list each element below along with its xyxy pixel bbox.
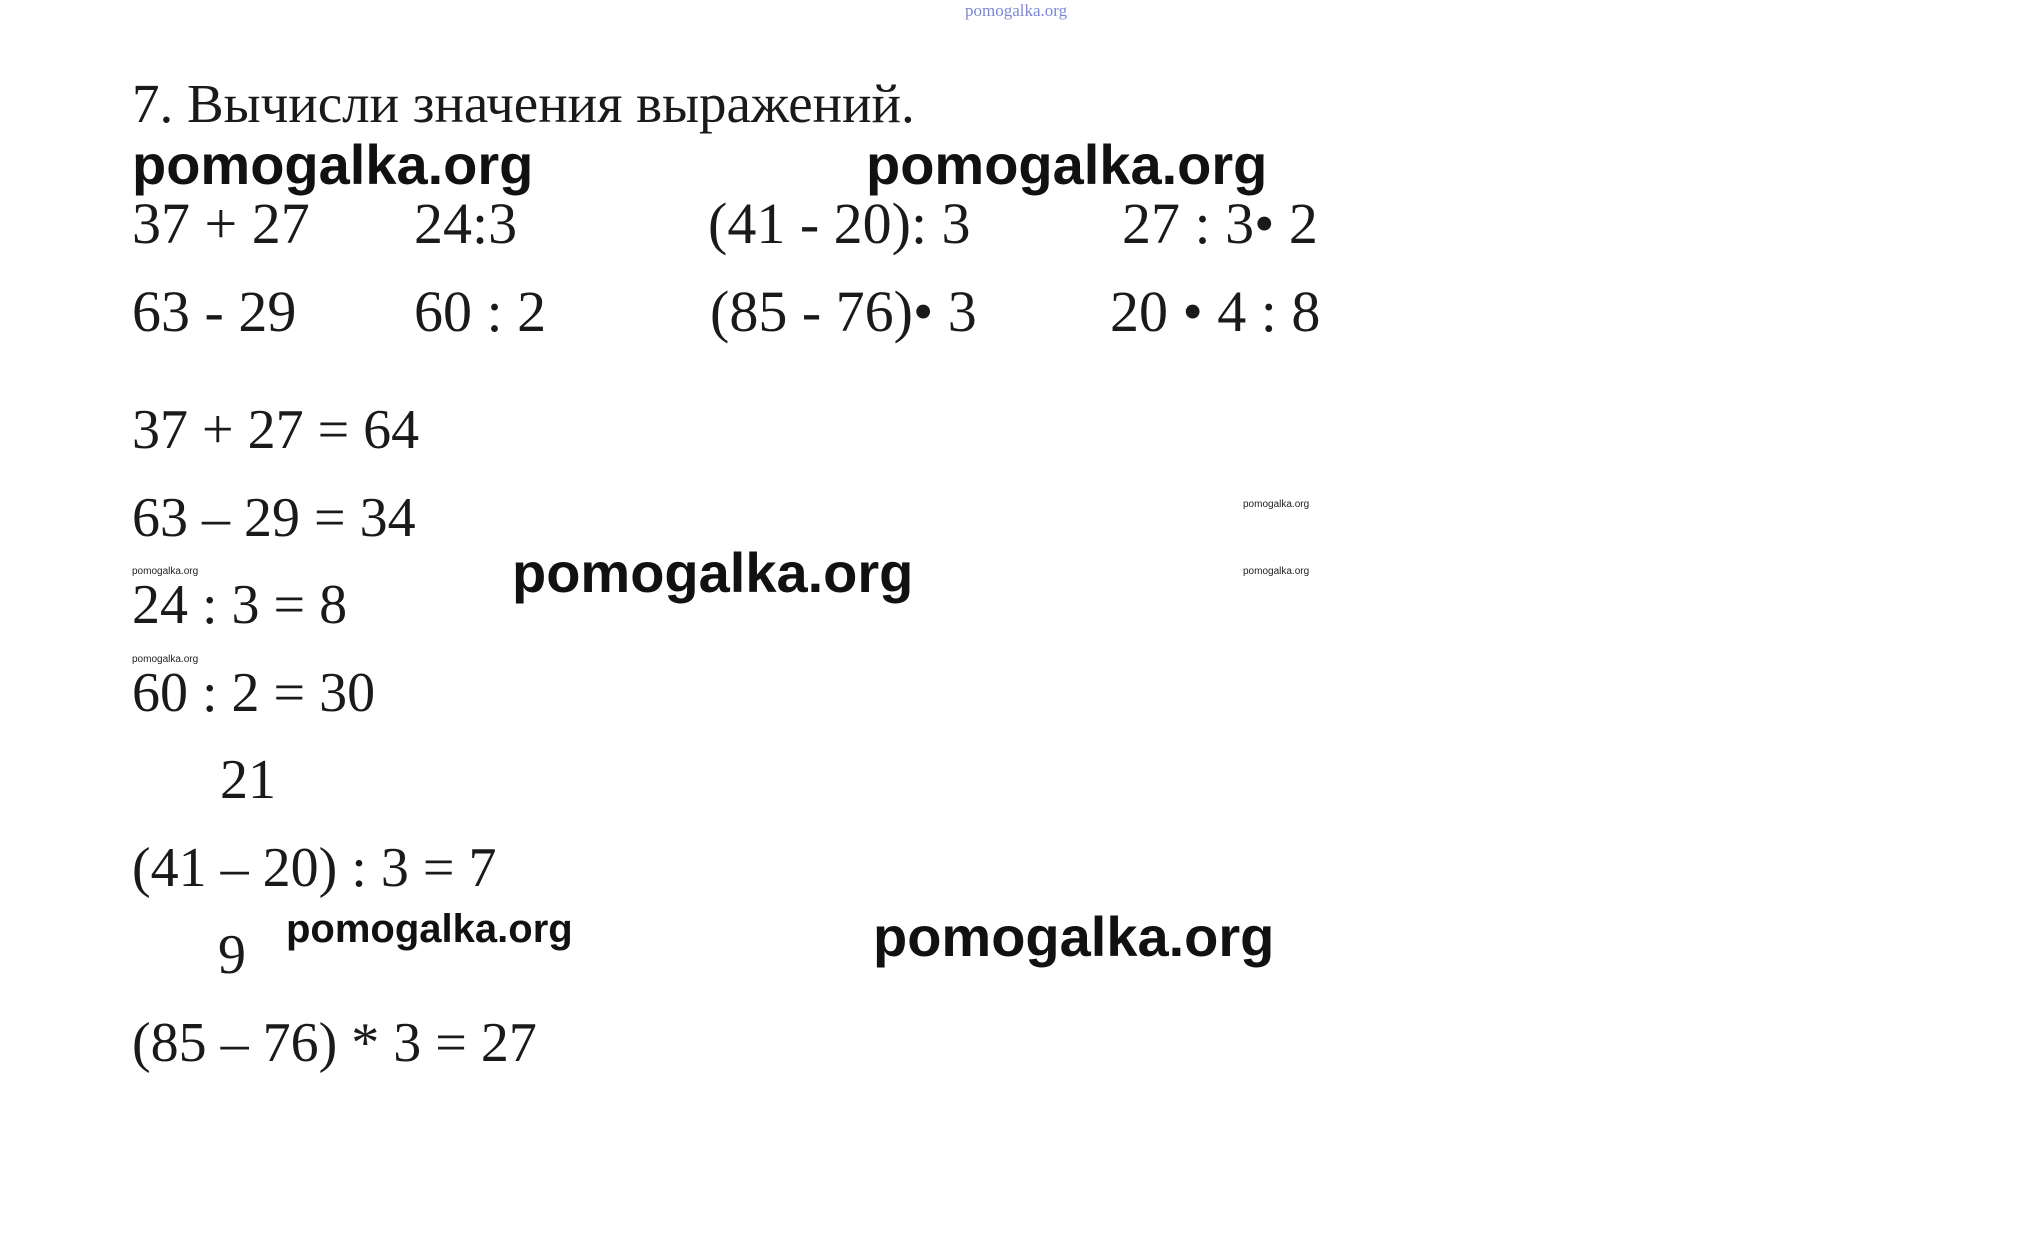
expression-6: 60 : 2 [414,279,547,344]
expression-5: 63 - 29 [132,279,297,344]
answer-3: 24 : 3 = 8 [132,574,348,636]
watermark-small-4: pomogalka.org [132,654,199,665]
answer-6: (41 – 20) : 3 = 7 [132,837,497,899]
watermark-large-1: pomogalka.org [132,133,534,196]
watermark-large-3: pomogalka.org [512,541,914,604]
answer-4: 60 : 2 = 30 [132,662,376,724]
task-title: 7. Вычисли значения выражений. [132,73,915,134]
expression-8: 20 • 4 : 8 [1110,279,1321,344]
expression-4: 27 : 3• 2 [1122,191,1318,256]
watermark-large-4: pomogalka.org [873,905,1275,968]
answer-2: 63 – 29 = 34 [132,487,416,549]
expression-7: (85 - 76)• 3 [710,279,977,344]
answer-1: 37 + 27 = 64 [132,399,420,461]
watermark-medium-1: pomogalka.org [286,907,573,951]
watermark-large-2: pomogalka.org [866,133,1268,196]
watermark-small-1: pomogalka.org [1243,499,1310,510]
watermark-small-2: pomogalka.org [132,566,199,577]
expression-2: 24:3 [414,191,518,256]
watermark-small-3: pomogalka.org [1243,566,1310,577]
watermark-top: pomogalka.org [965,1,1068,20]
expression-1: 37 + 27 [132,191,310,256]
answer-5-intermediate: 21 [220,749,276,811]
answer-8: (85 – 76) * 3 = 27 [132,1012,537,1074]
expression-3: (41 - 20): 3 [708,191,971,256]
answer-7-intermediate: 9 [218,924,246,986]
